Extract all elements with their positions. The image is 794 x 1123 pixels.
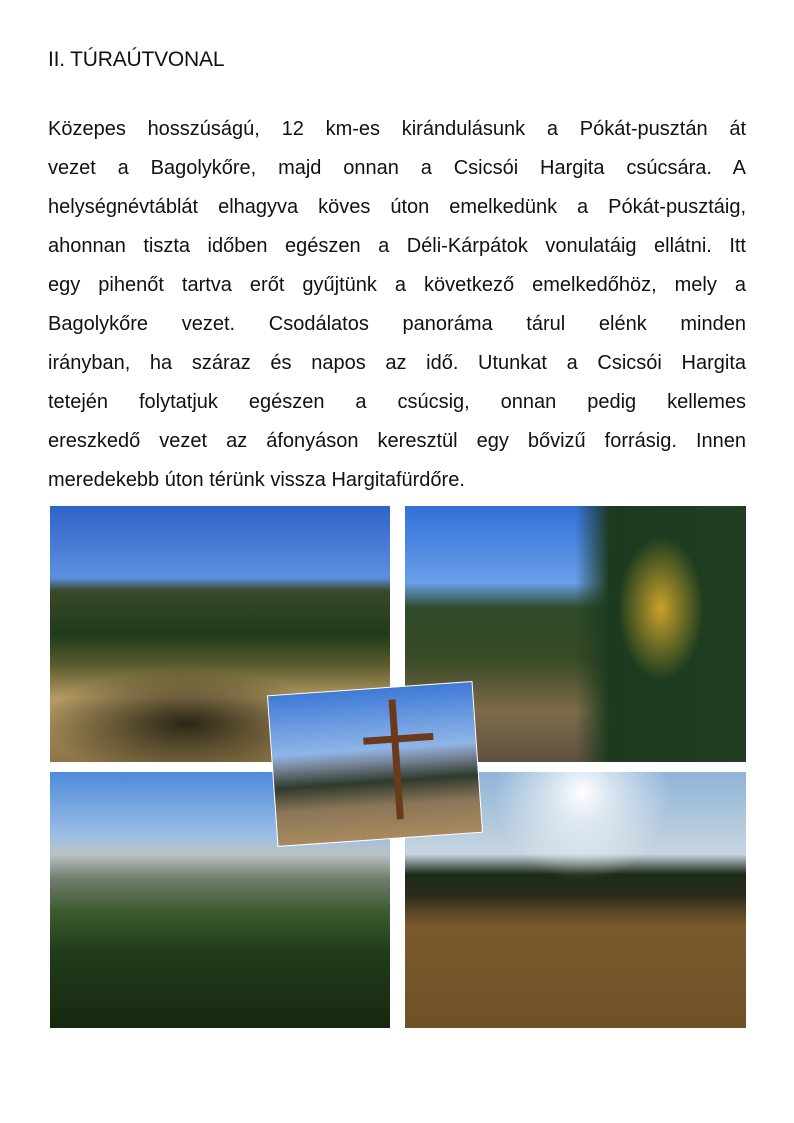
paragraph-line: Közepes hosszúságú, 12 km-es kirándulásunk a Pókát-pusztán át [48,118,746,140]
cross-icon [389,699,404,819]
paragraph-line: Bagolykőre vezet. Csodálatos panoráma tárul elénk minden [48,313,746,335]
paragraph-line: tetején folytatjuk egészen a csúcsig, onnan pedig kellemes [48,391,746,413]
paragraph-line: ereszkedő vezet az áfonyáson keresztül egy bővizű forrásig. Innen [48,430,746,452]
paragraph-line: helységnévtáblát elhagyva köves úton emelkedünk a Pókát-pusztáig, [48,196,746,218]
paragraph-line: egy pihenőt tartva erőt gyűjtünk a következő emelkedőhöz, mely a [48,274,746,296]
route-description [48,110,746,500]
paragraph-line: irányban, ha száraz és napos az idő. Utunkat a Csicsói Hargita [48,352,746,374]
section-heading: II. TÚRAÚTVONAL [48,48,225,71]
paragraph-line: meredekebb úton térünk vissza Hargitafürdőre. [48,469,465,491]
paragraph-line: ahonnan tiszta időben egészen a Déli-Kárpátok vonulatáig ellátni. Itt [48,235,746,257]
photo-summit-cross [267,681,483,847]
paragraph-line: vezet a Bagolykőre, majd onnan a Csicsói Hargita csúcsára. A [48,157,746,179]
